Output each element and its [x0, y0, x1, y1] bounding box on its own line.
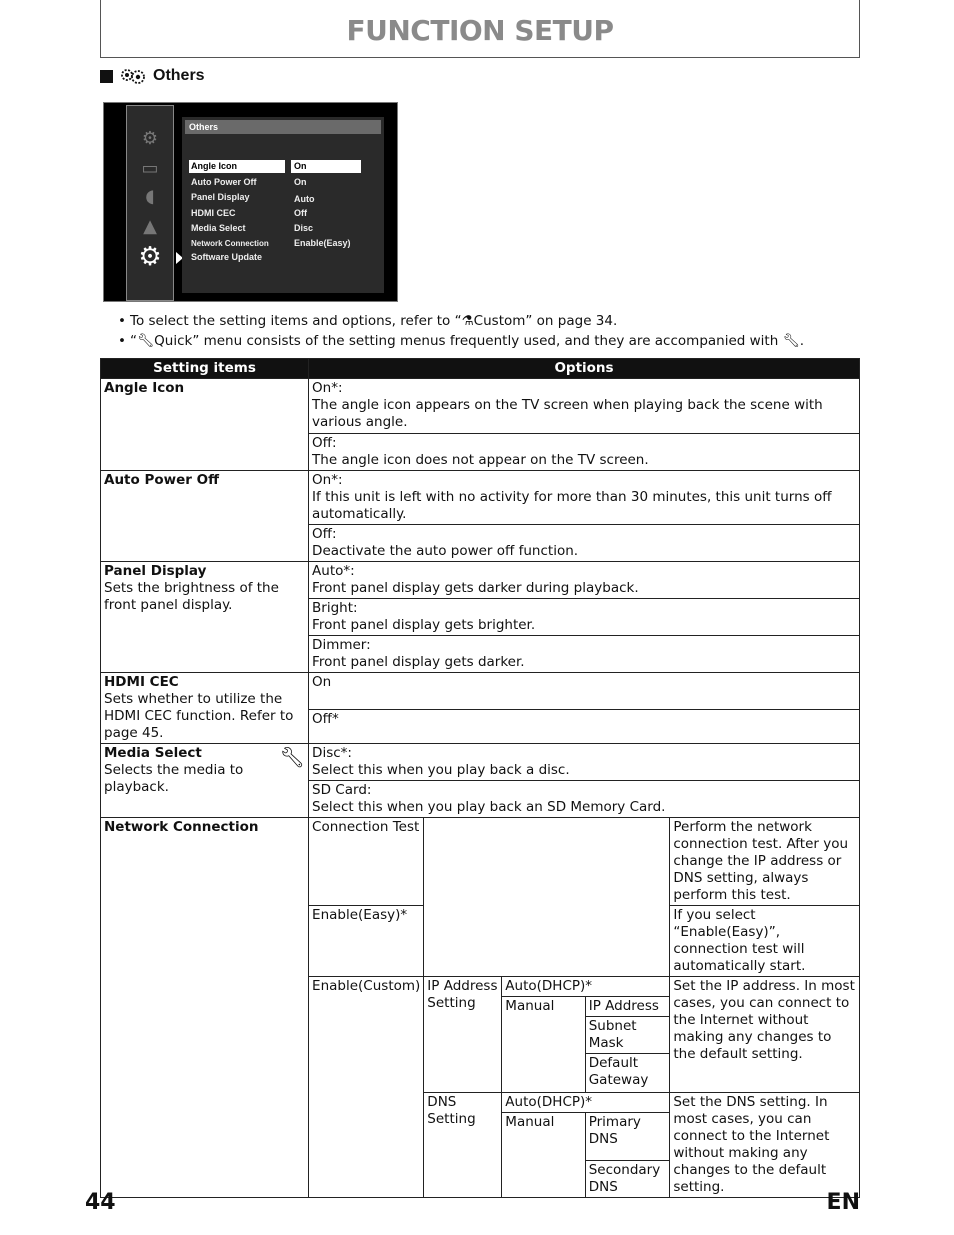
setting-desc: Sets whether to utilize the HDMI CEC function. Refer to page 45. — [104, 691, 294, 741]
option-cell: IP Address — [585, 997, 670, 1017]
header-box — [100, 0, 860, 58]
option-cell: Auto(DHCP)* — [502, 1093, 670, 1113]
option-cell: Off: The angle icon does not appear on the TV screen. — [309, 434, 860, 471]
setting-name: Auto Power Off — [101, 471, 309, 562]
option-cell: IP Address Setting — [424, 977, 502, 1093]
setting-cell — [101, 673, 309, 744]
menu-row-value: Disc — [294, 223, 314, 233]
page-number: 44 — [85, 1190, 116, 1215]
table-row — [101, 379, 860, 434]
menu-row-value: Off — [294, 208, 307, 218]
tv-icon: ▭ — [141, 158, 159, 179]
setting-desc: Selects the media to playback. — [104, 762, 244, 795]
custom-icon: ⚗ — [461, 313, 474, 329]
option-cell: Subnet Mask — [585, 1017, 670, 1054]
option-cell: Secondary DNS — [585, 1161, 670, 1198]
menu-row-value: Enable(Easy) — [294, 238, 351, 248]
language-label: EN — [826, 1190, 860, 1215]
option-cell: On*: If this unit is left with no activity for more than 30 minutes, this unit turns off automatically. — [309, 471, 860, 525]
notes — [118, 311, 804, 351]
option-cell: Off: Deactivate the auto power off function. — [309, 525, 860, 562]
menu-row-label: Software Update — [191, 252, 263, 262]
note-item: • “🔧︎Quick” menu consists of the setting menus frequently used, and they are accompanied with 🔧︎. — [118, 333, 805, 349]
settings-table — [100, 358, 860, 1198]
menu-row-label: HDMI CEC — [191, 208, 236, 218]
column-header: Setting items — [101, 359, 309, 379]
menu-row-label: Auto Power Off — [191, 177, 257, 187]
table-row — [101, 562, 860, 599]
quick-wrench-icon: 🔧︎ — [137, 333, 155, 349]
language-icon: ⚙ — [141, 128, 159, 149]
setting-name: Panel Display — [104, 563, 207, 579]
setting-name: Media Select — [104, 745, 202, 761]
table-header-row — [101, 359, 860, 379]
note-item: • To select the setting items and options, refer to “⚗Custom” on page 34. — [118, 313, 618, 329]
option-cell: Connection Test — [309, 818, 424, 906]
page-title: FUNCTION SETUP — [346, 14, 614, 47]
menu-panel — [182, 117, 384, 293]
option-cell: SD Card: Select this when you play back an SD Memory Card. — [309, 781, 860, 818]
option-cell: On — [309, 673, 860, 710]
gears-icon — [119, 67, 147, 85]
menu-screenshot — [103, 102, 398, 302]
setting-name: Angle Icon — [101, 379, 309, 471]
table-row — [101, 744, 860, 781]
option-desc: Set the DNS setting. In most cases, you can connect to the Internet without making any changes to the default setting. — [670, 1093, 860, 1198]
option-cell: Off* — [309, 710, 860, 744]
option-cell: Enable(Custom) — [309, 977, 424, 1198]
quick-wrench-icon: 🔧︎ — [279, 745, 306, 769]
option-cell: DNS Setting — [424, 1093, 502, 1198]
menu-row-label: Media Select — [191, 223, 246, 233]
column-header: Options — [309, 359, 860, 379]
option-desc: Set the IP address. In most cases, you can connect to the Internet without making any changes to the default setting. — [670, 977, 860, 1093]
table-row — [101, 673, 860, 710]
option-cell: Primary DNS — [585, 1113, 670, 1161]
option-cell: Auto(DHCP)* — [502, 977, 670, 997]
quick-wrench-icon: 🔧︎ — [782, 333, 800, 349]
menu-row-value: On — [291, 160, 361, 173]
lock-icon: ▲ — [143, 216, 157, 237]
option-desc: If you select “Enable(Easy)”, connection test will automatically start. — [670, 906, 860, 977]
setting-name: Network Connection — [101, 818, 309, 1198]
setting-cell — [101, 744, 309, 818]
menu-row-value: On — [294, 177, 307, 187]
menu-row-label: Panel Display — [191, 192, 250, 202]
table-row — [101, 471, 860, 525]
setting-name: HDMI CEC — [104, 674, 179, 690]
option-cell: Default Gateway — [585, 1054, 670, 1093]
option-cell: Manual — [502, 997, 585, 1093]
menu-row-value: Auto — [294, 194, 315, 204]
gears-icon: ⚙ — [138, 242, 162, 272]
menu-tab: Others — [185, 120, 381, 134]
speaker-icon: ◖ — [145, 186, 155, 207]
option-cell: On*: The angle icon appears on the TV screen when playing back the scene with various angle. — [309, 379, 860, 434]
option-cell: Bright: Front panel display gets brighter. — [309, 599, 860, 636]
section-title: Others — [153, 67, 205, 84]
menu-row-label: Network Connection — [191, 239, 269, 248]
option-cell: Enable(Easy)* — [309, 906, 424, 977]
option-cell: Manual — [502, 1113, 585, 1198]
setting-cell — [101, 562, 309, 673]
option-cell: Disc*: Select this when you play back a disc. — [309, 744, 860, 781]
option-cell: Dimmer: Front panel display gets darker. — [309, 636, 860, 673]
option-cell: Auto*: Front panel display gets darker during playback. — [309, 562, 860, 599]
menu-sidebar — [126, 105, 174, 301]
option-desc: Perform the network connection test. After you change the IP address or DNS setting, always perform this test. — [670, 818, 860, 906]
empty-cell — [424, 818, 670, 977]
square-bullet-icon — [100, 70, 113, 83]
table-row — [101, 818, 860, 906]
setting-desc: Sets the brightness of the front panel display. — [104, 580, 279, 613]
menu-row-label: Angle Icon — [189, 160, 285, 173]
section-heading — [100, 65, 205, 87]
